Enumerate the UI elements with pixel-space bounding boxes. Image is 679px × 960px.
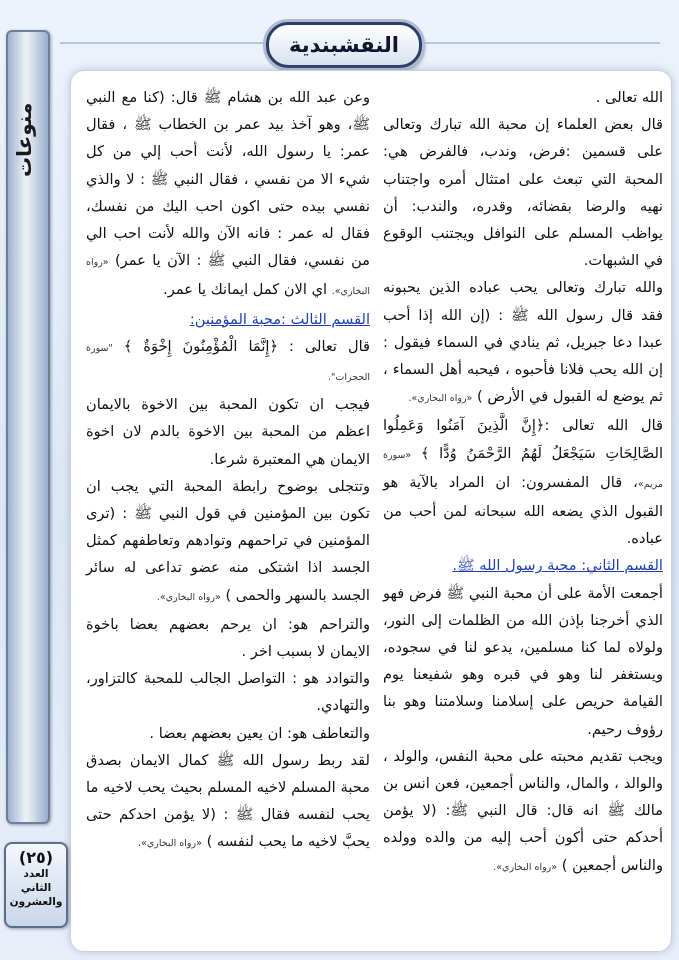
section-heading: القسم الثالث :محبة المؤمنين: xyxy=(189,310,370,328)
issue-label: والعشرون xyxy=(9,896,63,908)
paragraph: أجمعت الأمة على أن محبة النبي ﷺ فرض فهو الذي أخرجنا بإذن الله من الظلمات إلى النور، ولولاه لما كنا مسلمين، يدعو لنا في سجوده، ويستغفر لنا وهو في قبره وهو شفيعنا يوم القيامة حريص على إسلامنا وسلامتنا وهو بنا رؤوف رحيم. xyxy=(383,584,663,738)
verse: قال الله تعالى :﴿إِنَّ الَّذِينَ آمَنُوا وَعَمِلُوا الصَّالِحَاتِ سَيَجْعَلُ لَهُمُ الرَّحْمَنُ وُدًّا ﴾ xyxy=(383,417,664,462)
left-column xyxy=(86,84,370,858)
citation: «رواه البخاري». xyxy=(408,393,473,405)
paragraph xyxy=(383,412,663,552)
issue-label: الثاني xyxy=(20,882,52,894)
paragraph xyxy=(86,333,370,391)
issue-label: العدد xyxy=(23,868,49,880)
paragraph-text: والله تبارك وتعالى يحب عباده الذين يحبونه فقد قال رسول الله ﷺ : (إن الله إذا أحب عبدا دعا جبريل، ثم ينادي في السماء فيقول : إن الله يحب فلانا فأحبوه ، فيحبه أهل السماء ، ثم يوضع له القبول في الأرض ) xyxy=(383,279,663,406)
paragraph: والتعاطف هو: ان يعين بعضهم بعضا . xyxy=(149,724,370,742)
paragraph-text: وتتجلى بوضوح رابطة المحبة التي يجب ان تكون بين المؤمنين في قول النبي ﷺ : (ترى المؤمنين في تراحمهم وتوادهم وتعاطفهم كمثل الجسد اذا اشتكى منه عضو تداعى له سائر الجسد بالسهر والحمى ) xyxy=(86,477,370,604)
citation: «سورة مريم» xyxy=(383,449,663,490)
paragraph xyxy=(86,747,370,858)
citation: «رواه البخاري». xyxy=(493,861,558,873)
issue-badge xyxy=(4,842,68,928)
citation: "سورة الحجرات". xyxy=(86,342,370,384)
paragraph-text: ويجب تقديم محبته على محبة النفس، والولد ، والوالد ، والمال، والناس أجمعين، فعن انس بن مالك ﷺ انه قال: قال النبي ﷺ: (لا يؤمن أحدكم حتى أكون أحب إليه من والده وولده والناس أجمعين ) xyxy=(383,747,663,874)
magazine-title-banner xyxy=(266,22,422,68)
paragraph: فيجب ان تكون المحبة بين الاخوة بالايمان اعظم من المحبة بين الاخوة بالدم لان اخوة الايمان هي المعتبرة شرعا. xyxy=(86,396,370,468)
paragraph xyxy=(383,743,663,881)
magazine-title: النقشبندية xyxy=(288,33,400,57)
citation: «رواه البخاري». xyxy=(86,257,370,298)
citation: «رواه البخاري». xyxy=(156,591,221,603)
right-column xyxy=(383,84,663,881)
paragraph-text: لقد ربط رسول الله ﷺ كمال الايمان بصدق محبة المسلم لاخيه المسلم بحيث يحب لاخيه ما يحب لنفسه فقال ﷺ : (لا يؤمن احدكم حتى يحبَّ لاخيه ما يحب لنفسه ) xyxy=(86,751,370,851)
citation: «رواه البخاري». xyxy=(138,838,202,850)
section-label: منوعات xyxy=(12,102,36,178)
paragraph: الله تعالى . xyxy=(595,89,663,106)
paragraph-text: اي الان كمل ايمانك يا عمر. xyxy=(163,281,332,299)
paragraph-text: وعن عبد الله بن هشام ﷺ قال: (كنا مع النبي ﷺ، وهو آخذ بيد عمر بن الخطاب ﷺ ، فقال عمر: يا رسول الله، لأنت أحب إلي من كل شيء الا من نفسي ، فقال النبي ﷺ : لا والذي نفسي بيده حتى اكون احب اليك من نفسك، فقال له عمر : فانه الآن والله لأنت احب الي من نفسي، فقال النبي ﷺ : الآن يا عمر) xyxy=(86,89,371,270)
paragraph xyxy=(86,84,370,306)
section-heading: القسم الثاني: محبة رسول الله ﷺ. xyxy=(452,557,663,575)
paragraph: والتراحم هو: ان يرحم بعضهم بعضا باخوة الايمان لا بسبب اخر . xyxy=(86,615,370,661)
paragraph-text: ، قال المفسرون: ان المراد بالآية هو القبول الذي يضعه الله سبحانه لمن أحب من عباده. xyxy=(383,473,663,548)
issue-number: (٢٥) xyxy=(18,848,54,867)
paragraph xyxy=(86,473,370,611)
verse: قال تعالى : ﴿إِنَّمَا الْمُؤْمِنُونَ إِخْوَةٌ ﴾ xyxy=(123,337,370,355)
paragraph: قال بعض العلماء إن محبة الله تبارك وتعالى على قسمين :فرض، وندب، فالفرض هي: المحبة التي تبعث على امتثال أمره واجتناب نهيه والرضا بقضائه، وقدره، والندب: أن يواظب المسلم على النوافل ويجتنب الوقوع في الشبهات. xyxy=(383,116,663,270)
paragraph xyxy=(383,274,663,412)
paragraph: والتوادد هو : التواصل الجالب للمحبة كالتزاور، والتهادي. xyxy=(86,670,370,715)
